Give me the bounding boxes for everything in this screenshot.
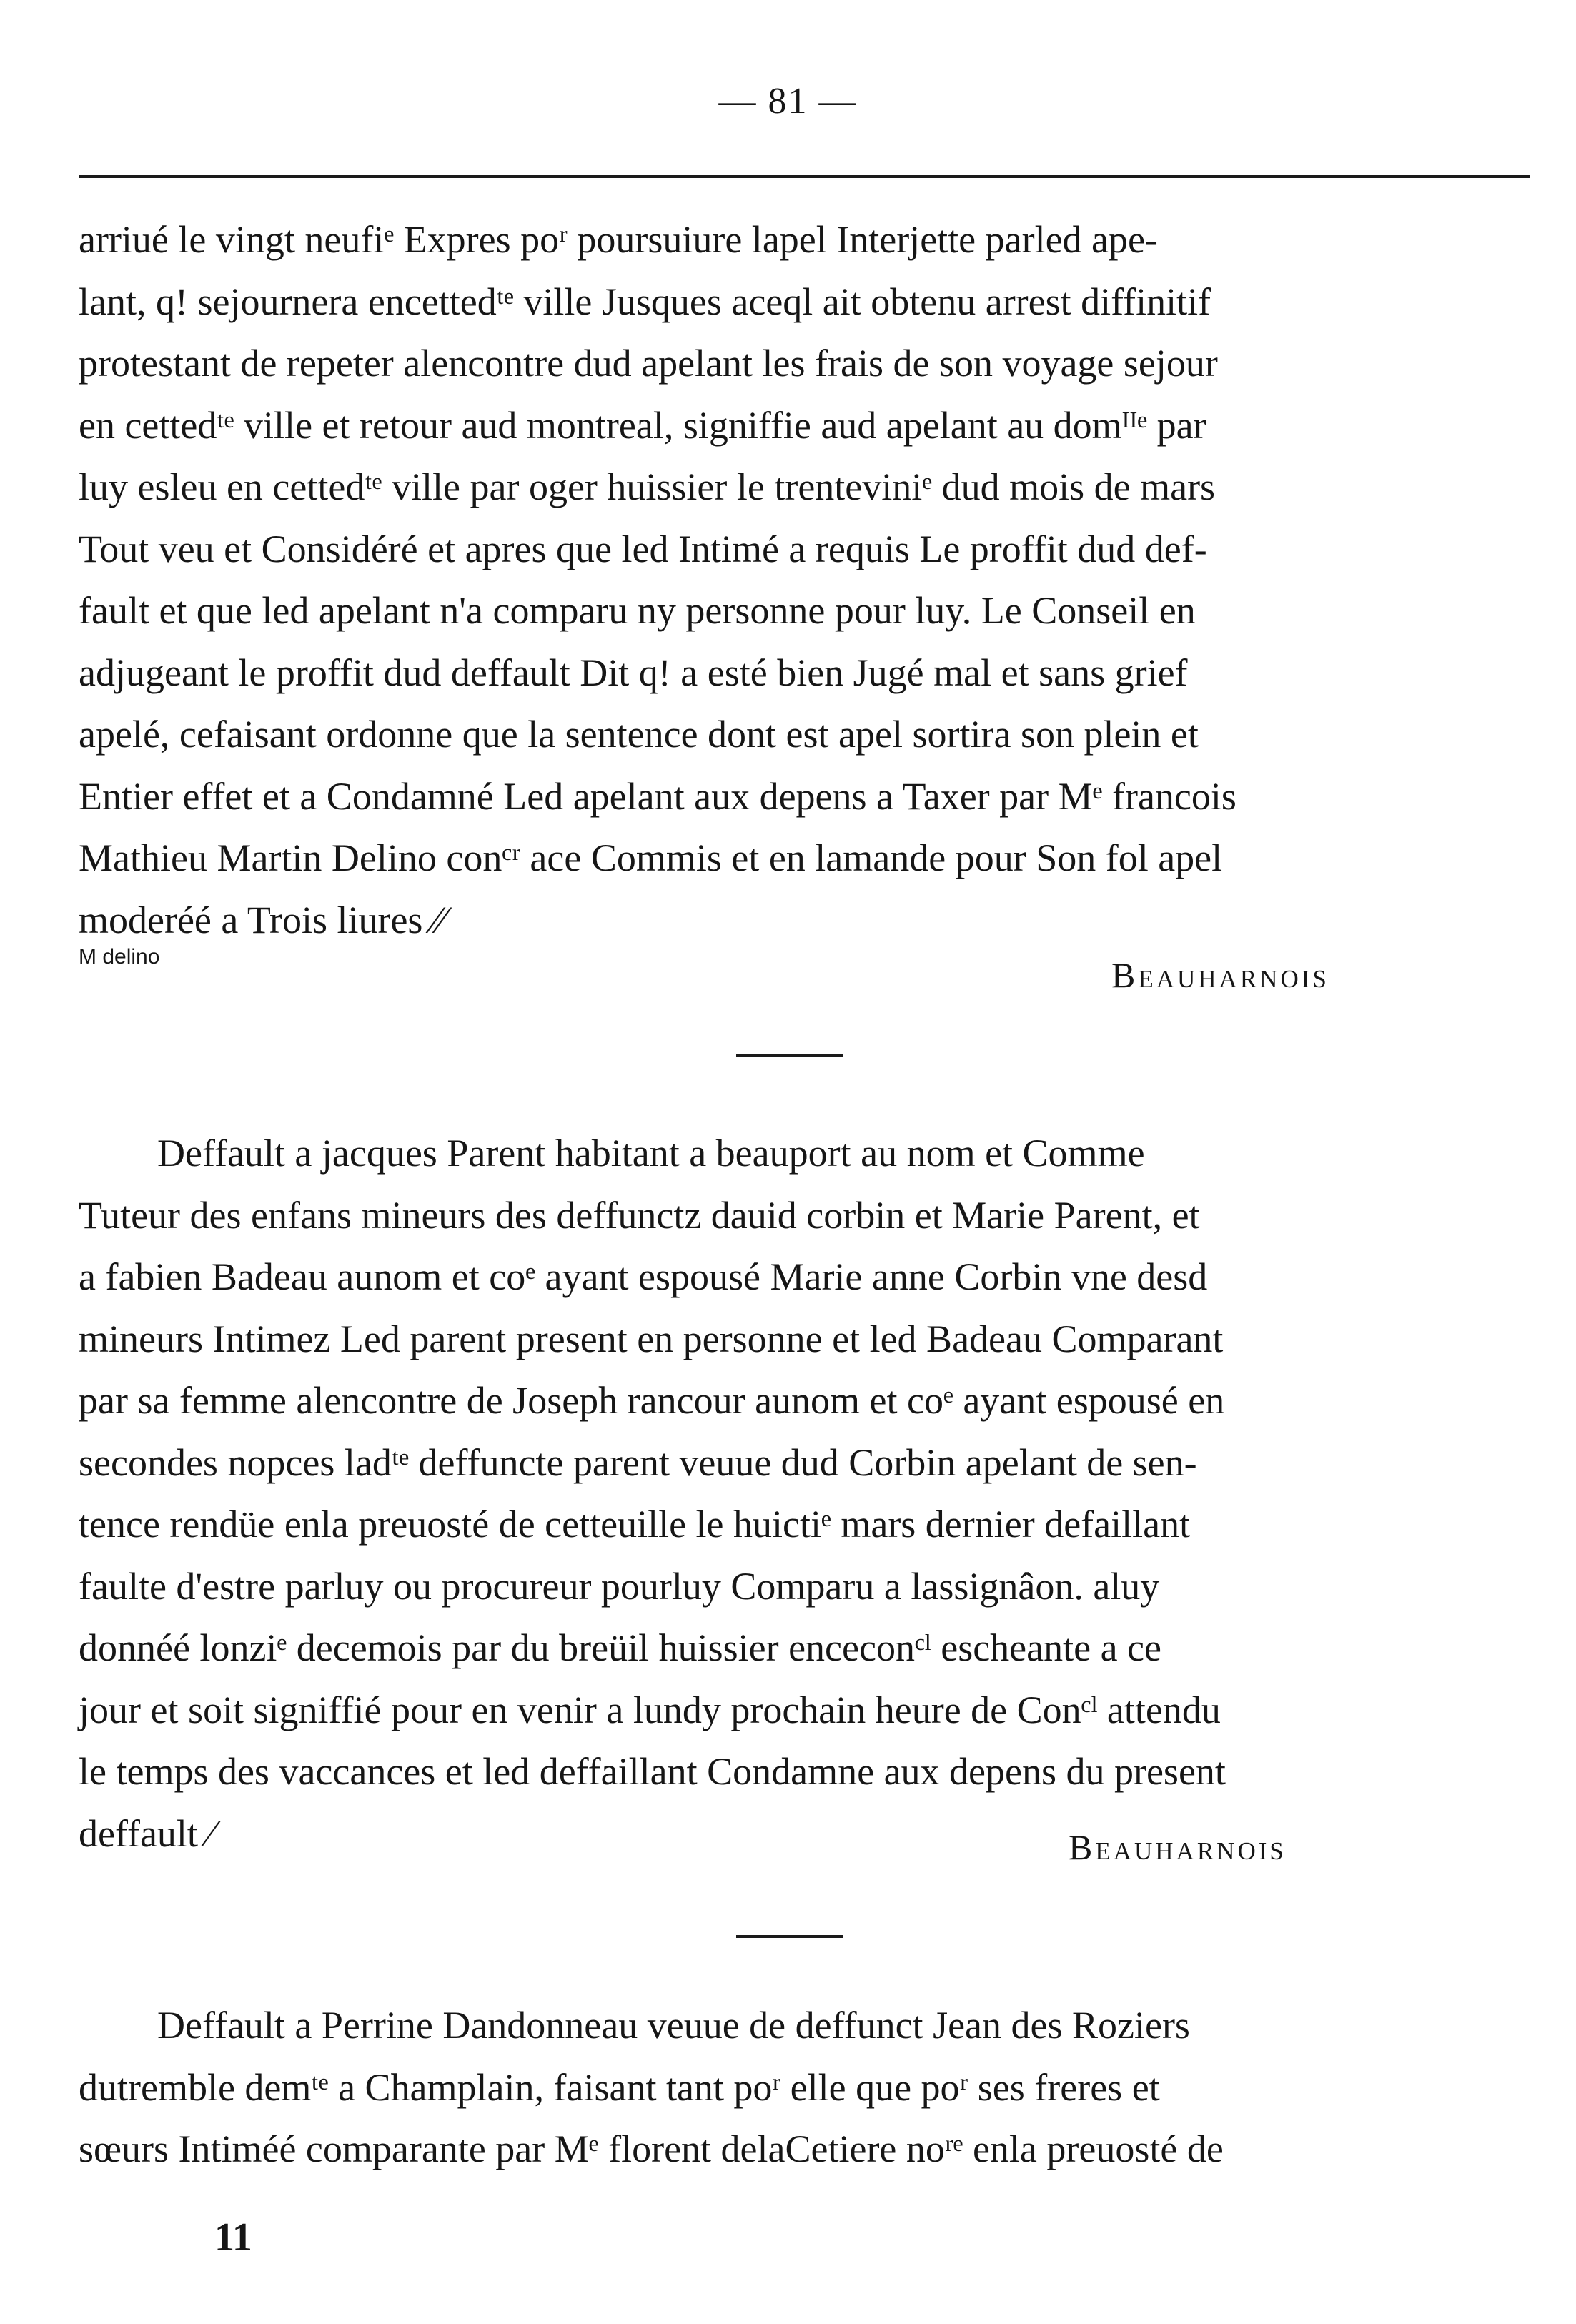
entry-2-line: deffault ⁄	[79, 1811, 214, 1855]
signoff-beauharnois-2: Beauharnois	[1069, 1827, 1287, 1867]
entry-1-line: apelé, cefaisant ordonne que la sentence dont est apel sortira son plein et	[79, 713, 1199, 756]
entry-1-line: Tout veu et Considéré et apres que led Intimé a requis Le proffit dud def-	[79, 527, 1207, 570]
entry-2-line: mineurs Intimez Led parent present en personne et led Badeau Comparant	[79, 1317, 1224, 1360]
entry-1-line: moderéé a Trois liures ⁄⁄	[79, 898, 445, 941]
entry-2-line: secondes nopces ladᵗᵉ deffuncte parent veuue dud Corbin apelant de sen-	[79, 1440, 1197, 1484]
entry-3-line: dutremble demᵗᵉ a Champlain, faisant tant poʳ elle que poʳ ses freres et	[79, 2065, 1160, 2109]
entry-1-line: lant, q! sejournera encettedᵗᵉ ville Jusques aceql ait obtenu arrest diffinitif	[79, 280, 1211, 323]
entry-3-line: Deffault a Perrine Dandonneau veuue de deffunct Jean des Roziers	[157, 2004, 1190, 2047]
entry-1-line: adjugeant le proffit dud deffault Dit q! a esté bien Jugé mal et sans grief	[79, 651, 1188, 694]
entry-1-line: arriué le vingt neufiᵉ Expres poʳ poursuiure lapel Interjette parled ape-	[79, 218, 1158, 261]
entry-3-text	[79, 1994, 1530, 2180]
entry-1-text	[79, 209, 1530, 951]
entry-2-line: par sa femme alencontre de Joseph rancour aunom et coᵉ ayant espousé en	[79, 1379, 1225, 1422]
entry-2-line: Tuteur des enfans mineurs des deffunctz dauid corbin et Marie Parent, et	[79, 1193, 1200, 1237]
entry-1-line: luy esleu en cettedᵗᵉ ville par oger huissier le trenteviniᵉ dud mois de mars	[79, 465, 1216, 508]
entry-2-line: Deffault a jacques Parent habitant a beauport au nom et Comme	[157, 1132, 1145, 1175]
entry-1-line: protestant de repeter alencontre dud apelant les frais de son voyage sejour	[79, 342, 1218, 385]
entry-1-line: en cettedᵗᵉ ville et retour aud montreal, signiffie aud apelant au domᴵᴵᵉ par	[79, 403, 1206, 447]
entry-2-text	[79, 1122, 1530, 1864]
sheet-signature: 11	[214, 2215, 252, 2260]
marginal-signature: M delino	[79, 945, 160, 969]
signoff-beauharnois-1: Beauharnois	[1111, 955, 1329, 995]
page-number: — 81 —	[718, 81, 858, 122]
entry-1-line: Mathieu Martin Delino conᶜʳ ace Commis et en lamande pour Son fol apel	[79, 836, 1223, 879]
entry-2-line: le temps des vaccances et led deffaillant Condamne aux depens du present	[79, 1750, 1226, 1793]
entry-1-line: Entier effet et a Condamné Led apelant aux depens a Taxer par Mᵉ francois	[79, 774, 1236, 818]
entry-2-line: donnéé lonziᵉ decemois par du breüil huissier enceconᶜˡ escheante a ce	[79, 1626, 1161, 1669]
section-separator	[736, 1935, 843, 1938]
entry-2-line: a fabien Badeau aunom et coᵉ ayant espousé Marie anne Corbin vne desd	[79, 1255, 1208, 1298]
entry-2-line: faulte d'estre parluy ou procureur pourluy Comparu a lassignâon. aluy	[79, 1564, 1160, 1608]
section-separator	[736, 1054, 843, 1057]
entry-2-line: tence rendüe enla preuosté de cetteuille le huictiᵉ mars dernier defaillant	[79, 1503, 1191, 1546]
entry-2-line: jour et soit signiffié pour en venir a lundy prochain heure de Conᶜˡ attendu	[79, 1688, 1221, 1731]
entry-3-line: sœurs Intiméé comparante par Mᵉ florent delaCetiere noʳᵉ enla preuosté de	[79, 2127, 1224, 2170]
header-rule	[79, 175, 1530, 178]
entry-1-line: fault et que led apelant n'a comparu ny personne pour luy. Le Conseil en	[79, 589, 1196, 632]
